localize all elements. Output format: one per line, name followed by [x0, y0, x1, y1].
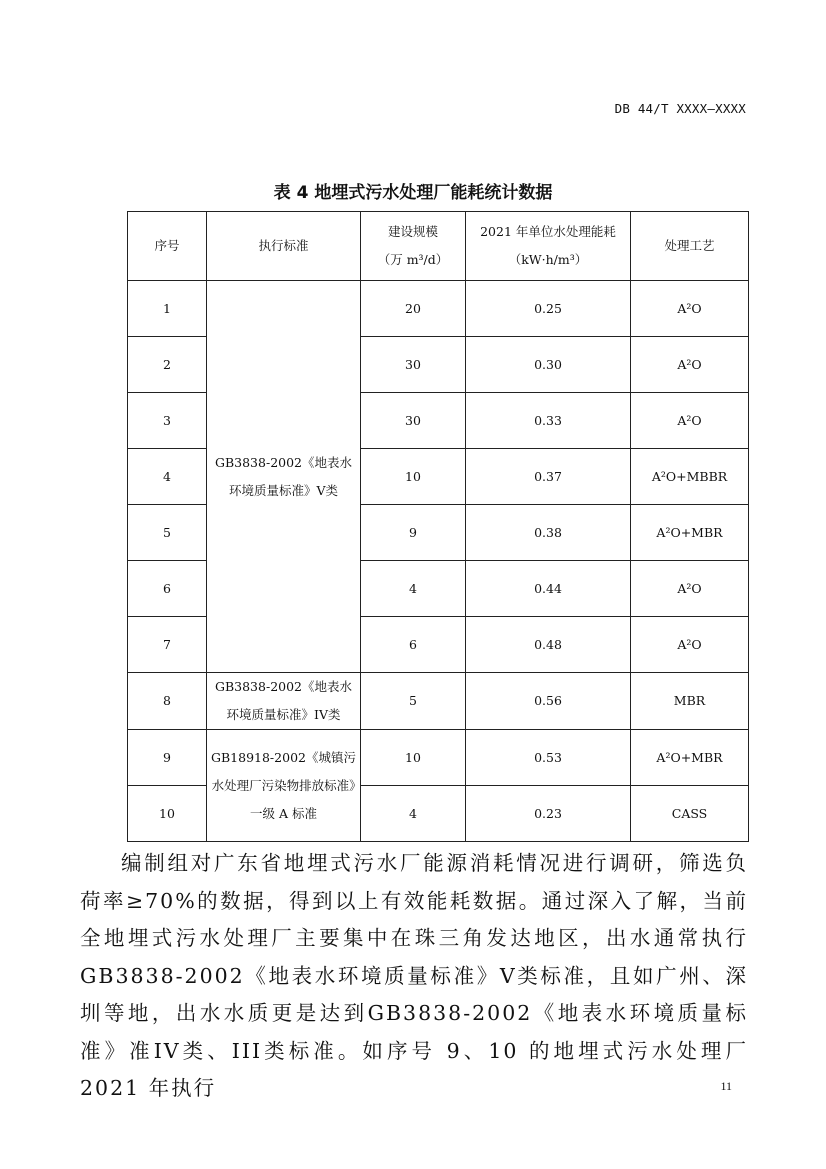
cell-energy: 0.48	[466, 617, 631, 673]
cell-process: A²O	[631, 561, 749, 617]
cell-scale: 20	[361, 281, 466, 337]
cell-seq: 8	[128, 673, 207, 730]
page-number: 11	[720, 1079, 732, 1093]
cell-process: A²O	[631, 337, 749, 393]
cell-energy: 0.53	[466, 730, 631, 786]
header-process: 处理工艺	[631, 212, 749, 281]
header-energy-line1: 2021 年单位水处理能耗	[480, 224, 616, 239]
cell-scale: 4	[361, 561, 466, 617]
cell-scale: 10	[361, 449, 466, 505]
cell-process: A²O	[631, 617, 749, 673]
cell-scale: 9	[361, 505, 466, 561]
cell-seq: 2	[128, 337, 207, 393]
cell-seq: 9	[128, 730, 207, 786]
cell-process: MBR	[631, 673, 749, 730]
cell-standard-group3: GB18918-2002《城镇污水处理厂污染物排放标准》一级 A 标准	[207, 730, 361, 842]
cell-process: A²O+MBBR	[631, 449, 749, 505]
cell-process: CASS	[631, 786, 749, 842]
cell-seq: 1	[128, 281, 207, 337]
table-row	[128, 281, 749, 337]
document-code: DB 44/T XXXX—XXXX	[614, 101, 746, 116]
cell-process: A²O	[631, 281, 749, 337]
cell-scale: 30	[361, 393, 466, 449]
cell-standard-group2: GB3838-2002《地表水环境质量标准》IV类	[207, 673, 361, 730]
cell-energy: 0.30	[466, 337, 631, 393]
cell-standard-group1: GB3838-2002《地表水环境质量标准》V类	[207, 281, 361, 673]
cell-scale: 5	[361, 673, 466, 730]
cell-scale: 10	[361, 730, 466, 786]
cell-seq: 4	[128, 449, 207, 505]
cell-energy: 0.23	[466, 786, 631, 842]
cell-process: A²O	[631, 393, 749, 449]
cell-seq: 10	[128, 786, 207, 842]
header-energy-line2: （kW·h/m³）	[508, 252, 588, 267]
cell-seq: 3	[128, 393, 207, 449]
header-seq: 序号	[128, 212, 207, 281]
body-paragraph: 编制组对广东省地埋式污水厂能源消耗情况进行调研，筛选负荷率≥70%的数据，得到以上有效能耗数据。通过深入了解，当前全地埋式污水处理厂主要集中在珠三角发达地区，出水通常执行GB3838-2002《地表水环境质量标准》V类标准，且如广州、深圳等地，出水水质更是达到GB3838-2002《地表水环境质量标准》准IV类、III类标准。如序号 9、10 的地埋式污水处理厂 2021 年执行	[80, 851, 748, 1100]
cell-seq: 6	[128, 561, 207, 617]
cell-energy: 0.44	[466, 561, 631, 617]
cell-scale: 6	[361, 617, 466, 673]
header-energy	[466, 212, 631, 281]
table-title: 表 4 地埋式污水处理厂能耗统计数据	[273, 183, 553, 203]
table-header-row	[128, 212, 749, 281]
cell-energy: 0.33	[466, 393, 631, 449]
cell-energy: 0.38	[466, 505, 631, 561]
cell-energy: 0.25	[466, 281, 631, 337]
header-standard: 执行标准	[207, 212, 361, 281]
cell-energy: 0.37	[466, 449, 631, 505]
table-row	[128, 730, 749, 786]
header-scale-line1: 建设规模	[387, 224, 438, 239]
cell-scale: 30	[361, 337, 466, 393]
cell-scale: 4	[361, 786, 466, 842]
table-row	[128, 673, 749, 730]
cell-energy: 0.56	[466, 673, 631, 730]
header-scale-line2: （万 m³/d）	[377, 252, 449, 267]
energy-statistics-table	[127, 211, 749, 842]
cell-process: A²O+MBR	[631, 730, 749, 786]
header-scale	[361, 212, 466, 281]
cell-seq: 5	[128, 505, 207, 561]
cell-process: A²O+MBR	[631, 505, 749, 561]
cell-seq: 7	[128, 617, 207, 673]
